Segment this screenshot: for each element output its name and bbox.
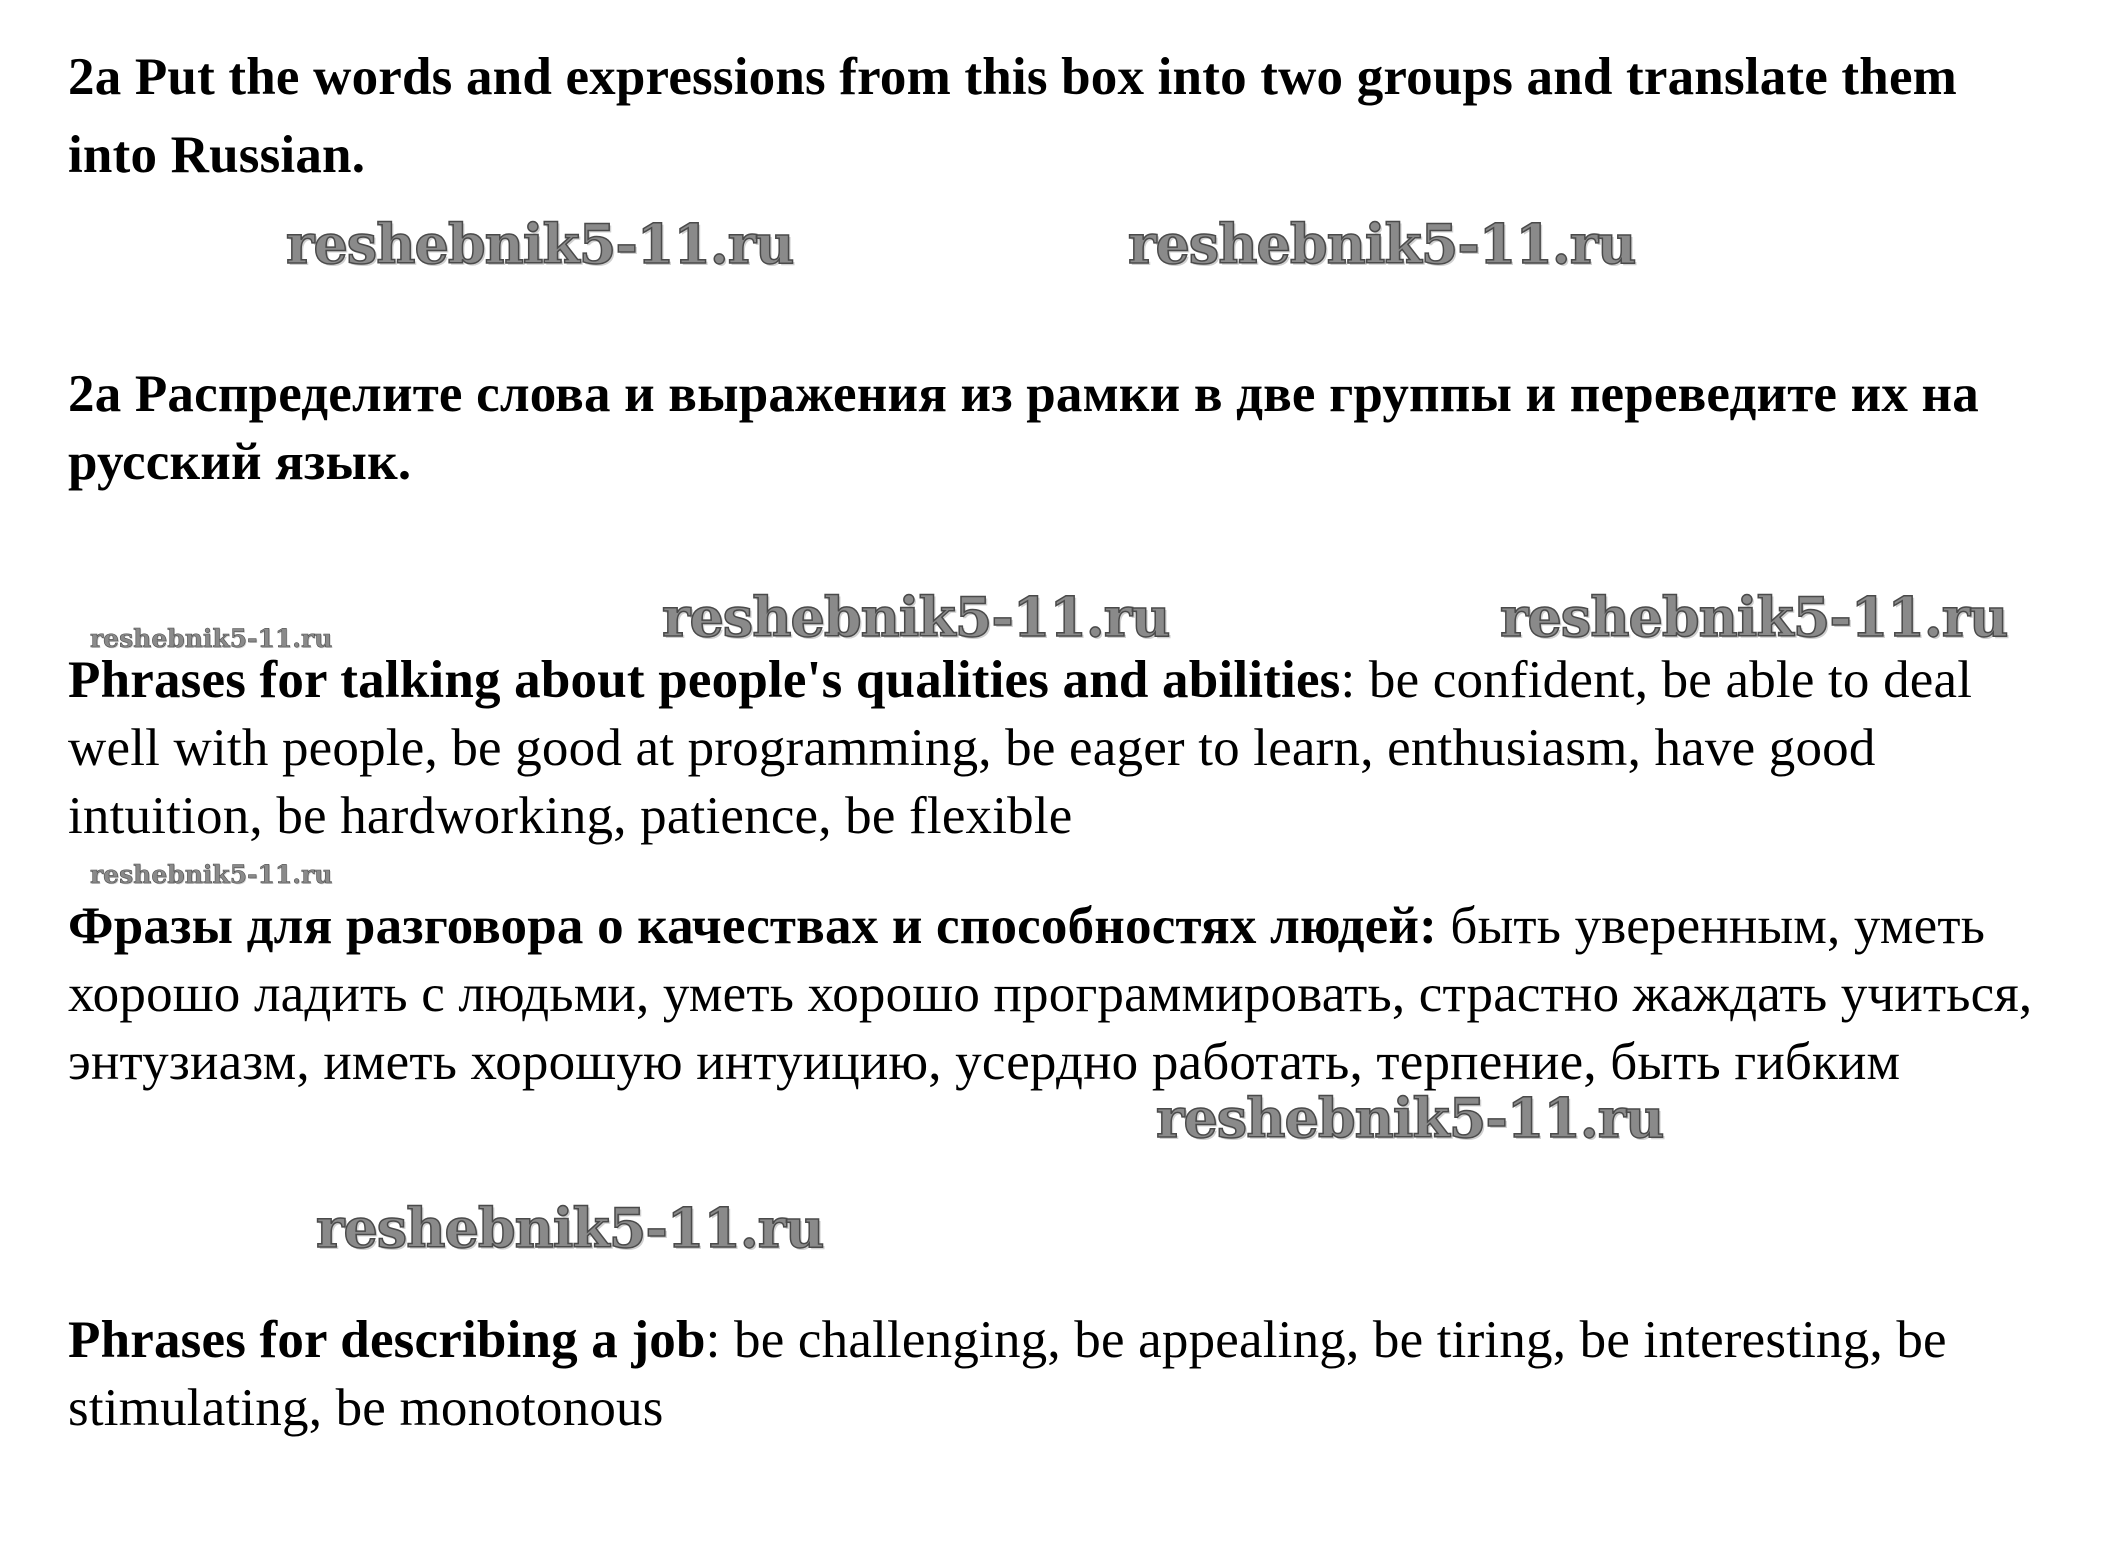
watermark: reshebnik5-11.ru <box>1156 1086 1664 1150</box>
group-qualities-russian <box>68 892 2058 1096</box>
group-qualities-list: : be confident, be able to deal well with people, be good at programming, be eager to learn, enthusiasm, have good intuition, be hardworking, patience, be flexible <box>68 651 1973 845</box>
watermark: reshebnik5-11.ru <box>316 1196 824 1260</box>
group-qualities-english <box>68 646 2058 850</box>
group-qualities-heading: Phrases for talking about people's qualities and abilities <box>68 651 1341 709</box>
watermark: reshebnik5-11.ru <box>1500 585 2008 649</box>
task-heading-russian: 2a Распределите слова и выражения из рамки в две группы и переведите их на русский язык. <box>68 365 1979 491</box>
group-qualities-list-russian: быть уверенным, уметь хорошо ладить с людьми, уметь хорошо программировать, страстно жаждать учиться, энтузиазм, иметь хорошую интуицию, усердно работать, терпение, быть гибким <box>68 897 2033 1091</box>
watermark: reshebnik5-11.ru <box>662 585 1170 649</box>
group-job-list: : be challenging, be appealing, be tiring, be interesting, be stimulating, be monotonous <box>68 1311 1947 1437</box>
watermark-small: reshebnik5-11.ru <box>90 860 333 889</box>
group-job-heading: Phrases for describing a job <box>68 1311 706 1369</box>
watermark: reshebnik5-11.ru <box>1128 212 1636 276</box>
group-qualities-heading-russian: Фразы для разговора о качествах и способностях людей: <box>68 897 1437 955</box>
group-job-english <box>68 1306 2058 1442</box>
task-heading-english: 2a Put the words and expressions from this box into two groups and translate them into Russian. <box>68 48 1958 184</box>
watermark-small: reshebnik5-11.ru <box>90 624 333 653</box>
watermark: reshebnik5-11.ru <box>286 212 794 276</box>
